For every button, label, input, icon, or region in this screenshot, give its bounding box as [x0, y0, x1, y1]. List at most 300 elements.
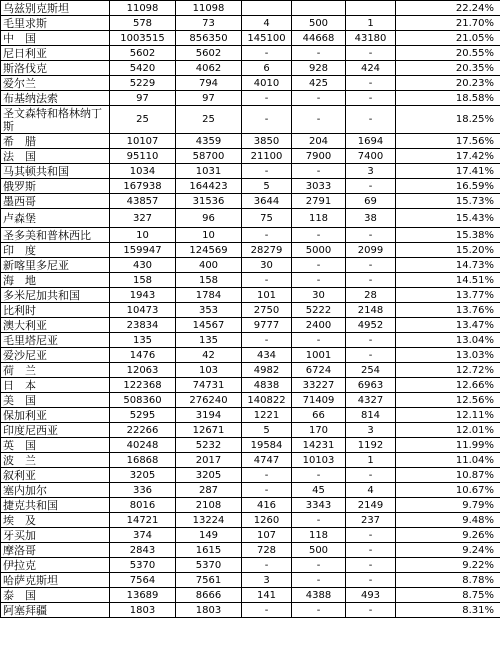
country-cell: 毛里求斯 [1, 16, 110, 31]
table-row [1, 61, 500, 76]
value-cell: 728 [242, 543, 292, 558]
value-cell: 5370 [110, 558, 176, 573]
percent-cell: 8.75% [396, 588, 500, 603]
value-cell: 5602 [176, 46, 242, 61]
value-cell: - [346, 46, 396, 61]
value-cell: 107 [242, 528, 292, 543]
value-cell: 10473 [110, 303, 176, 318]
value-cell: 254 [346, 363, 396, 378]
value-cell: 3205 [110, 468, 176, 483]
percent-cell: 17.42% [396, 149, 500, 164]
table-row [1, 149, 500, 164]
value-cell: 4 [242, 16, 292, 31]
value-cell: 96 [176, 209, 242, 228]
value-cell: 19584 [242, 438, 292, 453]
value-cell: 4952 [346, 318, 396, 333]
country-cell: 印度尼西亚 [1, 423, 110, 438]
value-cell: 353 [176, 303, 242, 318]
value-cell: 101 [242, 288, 292, 303]
value-cell: 33227 [292, 378, 346, 393]
value-cell: 814 [346, 408, 396, 423]
value-cell: 424 [346, 61, 396, 76]
value-cell: 2400 [292, 318, 346, 333]
value-cell: 1031 [176, 164, 242, 179]
value-cell: 287 [176, 483, 242, 498]
value-cell: 5 [242, 423, 292, 438]
country-cell: 多米尼加共和国 [1, 288, 110, 303]
value-cell: 97 [110, 91, 176, 106]
country-cell: 叙利亚 [1, 468, 110, 483]
value-cell: 71409 [292, 393, 346, 408]
value-cell: - [346, 258, 396, 273]
value-cell: 500 [292, 16, 346, 31]
value-cell: 158 [176, 273, 242, 288]
value-cell: 1803 [176, 603, 242, 618]
value-cell: 400 [176, 258, 242, 273]
value-cell: - [346, 273, 396, 288]
value-cell: 13689 [110, 588, 176, 603]
value-cell: 204 [292, 134, 346, 149]
table-row [1, 243, 500, 258]
value-cell: 7400 [346, 149, 396, 164]
value-cell: 103 [176, 363, 242, 378]
country-cell: 捷克共和国 [1, 498, 110, 513]
value-cell: 5222 [292, 303, 346, 318]
value-cell: 856350 [176, 31, 242, 46]
country-cell: 日 本 [1, 378, 110, 393]
value-cell: 493 [346, 588, 396, 603]
percent-cell: 15.38% [396, 228, 500, 243]
value-cell: 30 [292, 288, 346, 303]
percent-cell: 18.58% [396, 91, 500, 106]
value-cell: - [346, 228, 396, 243]
value-cell: - [242, 468, 292, 483]
value-cell: 425 [292, 76, 346, 91]
value-cell: 118 [292, 209, 346, 228]
value-cell: - [292, 164, 346, 179]
country-cell: 法 国 [1, 149, 110, 164]
value-cell: 416 [242, 498, 292, 513]
country-cell: 波 兰 [1, 453, 110, 468]
value-cell: - [346, 348, 396, 363]
table-row [1, 543, 500, 558]
value-cell: 1260 [242, 513, 292, 528]
value-cell: 31536 [176, 194, 242, 209]
value-cell: 38 [346, 209, 396, 228]
value-cell: 2843 [110, 543, 176, 558]
country-cell: 英 国 [1, 438, 110, 453]
value-cell: 66 [292, 408, 346, 423]
value-cell: - [292, 468, 346, 483]
table-row [1, 333, 500, 348]
value-cell: 1694 [346, 134, 396, 149]
country-cell: 新喀里多尼亚 [1, 258, 110, 273]
value-cell: - [292, 273, 346, 288]
country-cell: 中 国 [1, 31, 110, 46]
value-cell: 12063 [110, 363, 176, 378]
value-cell: 10103 [292, 453, 346, 468]
value-cell: - [292, 258, 346, 273]
value-cell: - [292, 558, 346, 573]
value-cell: 10 [176, 228, 242, 243]
country-cell: 印 度 [1, 243, 110, 258]
value-cell [346, 1, 396, 16]
value-cell: - [346, 76, 396, 91]
value-cell: 9777 [242, 318, 292, 333]
value-cell: 28279 [242, 243, 292, 258]
value-cell: 336 [110, 483, 176, 498]
table-row [1, 513, 500, 528]
value-cell: 30 [242, 258, 292, 273]
value-cell: 5370 [176, 558, 242, 573]
value-cell: 164423 [176, 179, 242, 194]
percent-cell: 21.05% [396, 31, 500, 46]
value-cell: 374 [110, 528, 176, 543]
value-cell: - [346, 528, 396, 543]
value-cell: - [242, 273, 292, 288]
percent-cell: 13.47% [396, 318, 500, 333]
value-cell: 69 [346, 194, 396, 209]
percent-cell: 14.51% [396, 273, 500, 288]
value-cell: 158 [110, 273, 176, 288]
value-cell: 2099 [346, 243, 396, 258]
country-cell: 阿塞拜疆 [1, 603, 110, 618]
percent-cell: 9.48% [396, 513, 500, 528]
country-cell: 海 地 [1, 273, 110, 288]
value-cell: 58700 [176, 149, 242, 164]
value-cell: - [292, 603, 346, 618]
value-cell: 3 [346, 164, 396, 179]
value-cell: - [346, 573, 396, 588]
table-row [1, 498, 500, 513]
country-cell: 保加利亚 [1, 408, 110, 423]
value-cell: 23834 [110, 318, 176, 333]
table-row [1, 288, 500, 303]
value-cell: - [346, 179, 396, 194]
table-row [1, 588, 500, 603]
country-cell: 圣多美和普林西比 [1, 228, 110, 243]
percent-cell: 9.26% [396, 528, 500, 543]
value-cell: 118 [292, 528, 346, 543]
country-cell: 爱沙尼亚 [1, 348, 110, 363]
value-cell: 928 [292, 61, 346, 76]
country-cell: 伊拉克 [1, 558, 110, 573]
value-cell: - [292, 46, 346, 61]
percent-cell: 11.99% [396, 438, 500, 453]
percent-cell: 13.04% [396, 333, 500, 348]
value-cell: 500 [292, 543, 346, 558]
value-cell: 1003515 [110, 31, 176, 46]
value-cell: 12671 [176, 423, 242, 438]
value-cell: 149 [176, 528, 242, 543]
table-row [1, 76, 500, 91]
value-cell: 3343 [292, 498, 346, 513]
value-cell: 1001 [292, 348, 346, 363]
value-cell: - [346, 558, 396, 573]
country-cell: 美 国 [1, 393, 110, 408]
value-cell: 2148 [346, 303, 396, 318]
table-row [1, 16, 500, 31]
table-row [1, 348, 500, 363]
percent-cell: 21.70% [396, 16, 500, 31]
value-cell: - [292, 513, 346, 528]
value-cell: 135 [176, 333, 242, 348]
value-cell: 6963 [346, 378, 396, 393]
percent-cell: 13.03% [396, 348, 500, 363]
value-cell: 4062 [176, 61, 242, 76]
value-cell: 1943 [110, 288, 176, 303]
value-cell: 1 [346, 16, 396, 31]
value-cell: 10107 [110, 134, 176, 149]
table-row [1, 209, 500, 228]
value-cell: - [242, 228, 292, 243]
value-cell: 4359 [176, 134, 242, 149]
country-cell: 哈萨克斯坦 [1, 573, 110, 588]
value-cell: 5229 [110, 76, 176, 91]
percent-cell: 16.59% [396, 179, 500, 194]
table-row [1, 258, 500, 273]
percent-cell: 9.79% [396, 498, 500, 513]
value-cell: 4747 [242, 453, 292, 468]
percent-cell: 15.43% [396, 209, 500, 228]
value-cell [292, 1, 346, 16]
value-cell: 43180 [346, 31, 396, 46]
table-row [1, 393, 500, 408]
value-cell: 14231 [292, 438, 346, 453]
value-cell: 43857 [110, 194, 176, 209]
table-row [1, 91, 500, 106]
percent-cell: 12.01% [396, 423, 500, 438]
country-cell: 摩洛哥 [1, 543, 110, 558]
value-cell: - [346, 543, 396, 558]
country-cell: 比利时 [1, 303, 110, 318]
percent-cell: 10.67% [396, 483, 500, 498]
value-cell: 2108 [176, 498, 242, 513]
table-row [1, 134, 500, 149]
country-cell: 尼日利亚 [1, 46, 110, 61]
table-row [1, 468, 500, 483]
value-cell: 44668 [292, 31, 346, 46]
value-cell: 578 [110, 16, 176, 31]
value-cell: 16868 [110, 453, 176, 468]
value-cell: 140822 [242, 393, 292, 408]
value-cell: 167938 [110, 179, 176, 194]
value-cell: 3033 [292, 179, 346, 194]
value-cell: 434 [242, 348, 292, 363]
value-cell: 237 [346, 513, 396, 528]
value-cell: 508360 [110, 393, 176, 408]
value-cell: 73 [176, 16, 242, 31]
value-cell: 3 [242, 573, 292, 588]
percent-cell: 10.87% [396, 468, 500, 483]
value-cell: - [292, 228, 346, 243]
value-cell: 28 [346, 288, 396, 303]
value-cell: 4982 [242, 363, 292, 378]
value-cell: 7900 [292, 149, 346, 164]
table-row [1, 378, 500, 393]
percent-cell: 9.22% [396, 558, 500, 573]
percent-cell: 20.35% [396, 61, 500, 76]
value-cell: 7561 [176, 573, 242, 588]
value-cell: 135 [110, 333, 176, 348]
value-cell: 10 [110, 228, 176, 243]
value-cell: 5232 [176, 438, 242, 453]
table-row [1, 164, 500, 179]
value-cell: 25 [176, 106, 242, 134]
value-cell: - [242, 333, 292, 348]
percent-cell: 13.77% [396, 288, 500, 303]
percent-cell: 15.73% [396, 194, 500, 209]
percent-cell: 8.31% [396, 603, 500, 618]
value-cell: 3205 [176, 468, 242, 483]
value-cell: 5602 [110, 46, 176, 61]
value-cell: 2017 [176, 453, 242, 468]
value-cell: 1221 [242, 408, 292, 423]
value-cell: 4838 [242, 378, 292, 393]
percent-cell: 9.24% [396, 543, 500, 558]
value-cell: 3 [346, 423, 396, 438]
percent-cell: 20.23% [396, 76, 500, 91]
value-cell: 8666 [176, 588, 242, 603]
value-cell: 5295 [110, 408, 176, 423]
value-cell: 3194 [176, 408, 242, 423]
value-cell: 430 [110, 258, 176, 273]
value-cell: 794 [176, 76, 242, 91]
percent-cell: 11.04% [396, 453, 500, 468]
value-cell: 145100 [242, 31, 292, 46]
value-cell: - [292, 91, 346, 106]
value-cell: - [242, 106, 292, 134]
table-row [1, 31, 500, 46]
value-cell: 1 [346, 453, 396, 468]
value-cell: - [292, 573, 346, 588]
value-cell: 2149 [346, 498, 396, 513]
value-cell: 6724 [292, 363, 346, 378]
country-cell: 塞内加尔 [1, 483, 110, 498]
value-cell: 74731 [176, 378, 242, 393]
value-cell: 4010 [242, 76, 292, 91]
table-row [1, 194, 500, 209]
country-cell: 爱尔兰 [1, 76, 110, 91]
percent-cell: 17.41% [396, 164, 500, 179]
value-cell: 25 [110, 106, 176, 134]
table-row [1, 46, 500, 61]
value-cell: - [242, 91, 292, 106]
value-cell: 141 [242, 588, 292, 603]
value-cell: 5 [242, 179, 292, 194]
value-cell: 1034 [110, 164, 176, 179]
percent-cell: 12.11% [396, 408, 500, 423]
value-cell: - [242, 558, 292, 573]
country-cell: 荷 兰 [1, 363, 110, 378]
table-body [1, 1, 500, 618]
value-cell: 4388 [292, 588, 346, 603]
table-row [1, 106, 500, 134]
value-cell: - [292, 106, 346, 134]
country-cell: 泰 国 [1, 588, 110, 603]
percent-cell: 20.55% [396, 46, 500, 61]
value-cell: 14721 [110, 513, 176, 528]
country-cell: 卢森堡 [1, 209, 110, 228]
percent-cell: 15.20% [396, 243, 500, 258]
percent-cell: 18.25% [396, 106, 500, 134]
value-cell: 1784 [176, 288, 242, 303]
table-row [1, 318, 500, 333]
value-cell: 170 [292, 423, 346, 438]
country-cell: 俄罗斯 [1, 179, 110, 194]
table-row [1, 408, 500, 423]
table-row [1, 363, 500, 378]
value-cell: 40248 [110, 438, 176, 453]
country-cell: 马其顿共和国 [1, 164, 110, 179]
table-row [1, 603, 500, 618]
country-cell: 牙买加 [1, 528, 110, 543]
value-cell: 13224 [176, 513, 242, 528]
value-cell: 3850 [242, 134, 292, 149]
value-cell: - [346, 106, 396, 134]
table-row [1, 303, 500, 318]
value-cell: 3644 [242, 194, 292, 209]
value-cell: 1192 [346, 438, 396, 453]
table-row [1, 438, 500, 453]
value-cell [242, 1, 292, 16]
value-cell: - [292, 333, 346, 348]
value-cell: 159947 [110, 243, 176, 258]
table-row [1, 1, 500, 16]
value-cell: 11098 [110, 1, 176, 16]
value-cell: 124569 [176, 243, 242, 258]
table-row [1, 273, 500, 288]
value-cell: - [346, 603, 396, 618]
country-cell: 布基纳法索 [1, 91, 110, 106]
percent-cell: 12.66% [396, 378, 500, 393]
value-cell: - [242, 46, 292, 61]
country-cell: 乌兹别克斯坦 [1, 1, 110, 16]
value-cell: 22266 [110, 423, 176, 438]
percent-cell: 8.78% [396, 573, 500, 588]
value-cell: 75 [242, 209, 292, 228]
value-cell: 95110 [110, 149, 176, 164]
value-cell: 97 [176, 91, 242, 106]
value-cell: - [242, 164, 292, 179]
value-cell: 1615 [176, 543, 242, 558]
country-cell: 斯洛伐克 [1, 61, 110, 76]
value-cell: 2791 [292, 194, 346, 209]
value-cell: 1476 [110, 348, 176, 363]
country-cell: 墨西哥 [1, 194, 110, 209]
table-row [1, 483, 500, 498]
percent-cell: 12.56% [396, 393, 500, 408]
value-cell: 122368 [110, 378, 176, 393]
value-cell: 21100 [242, 149, 292, 164]
country-cell: 圣文森特和格林纳丁斯 [1, 106, 110, 134]
percent-cell: 22.24% [396, 1, 500, 16]
table-row [1, 528, 500, 543]
value-cell: 2750 [242, 303, 292, 318]
percent-cell: 17.56% [396, 134, 500, 149]
value-cell: 11098 [176, 1, 242, 16]
table-row [1, 423, 500, 438]
table-row [1, 573, 500, 588]
value-cell: - [242, 603, 292, 618]
value-cell: 4 [346, 483, 396, 498]
value-cell: 14567 [176, 318, 242, 333]
value-cell: - [346, 468, 396, 483]
table-row [1, 228, 500, 243]
value-cell: - [346, 333, 396, 348]
value-cell: 5420 [110, 61, 176, 76]
value-cell: 42 [176, 348, 242, 363]
